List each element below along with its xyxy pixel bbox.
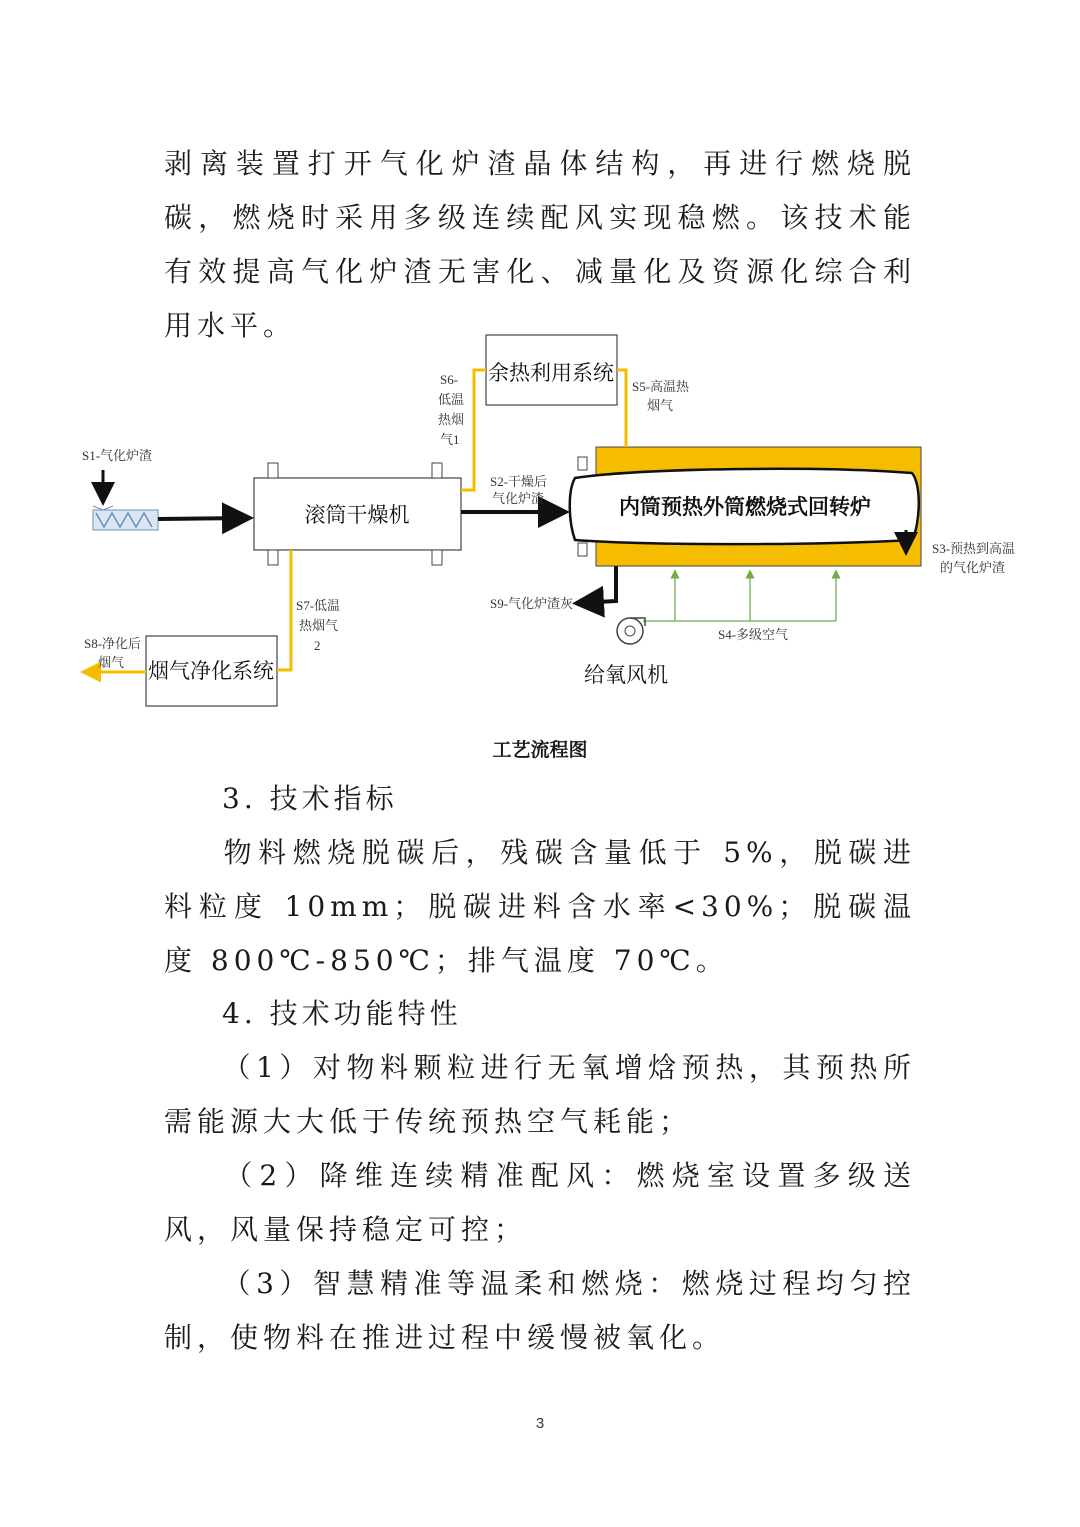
stream-s6-label-line4: 气1	[440, 432, 460, 447]
intro-paragraph: 剥离装置打开气化炉渣晶体结构，再进行燃烧脱碳，燃烧时采用多级连续配风实现稳燃。该技术能有效提高气化炉渣无害化、减量化及资源化综合利用水平。	[164, 147, 916, 342]
oxygen-blower-label: 给氧风机	[584, 663, 668, 687]
drum-dryer-box	[254, 463, 461, 565]
section-4-heading: 4. 技术功能特性	[222, 997, 462, 1030]
stream-s7-label-line2: 热烟气	[299, 618, 339, 633]
figure-caption: 工艺流程图	[492, 739, 588, 761]
waste-heat-system-box	[486, 335, 617, 405]
stream-s9-label: S9-气化炉渣灰	[490, 596, 574, 611]
feature-item-1: （1）对物料颗粒进行无氧增焓预热，其预热所需能源大大低于传统预热空气耗能；	[164, 1051, 916, 1138]
stream-s3-label-line1: S3-预热到高温	[932, 541, 1016, 556]
feature-item-3: （3）智慧精准等温柔和燃烧：燃烧过程均匀控制，使物料在推进过程中缓慢被氧化。	[164, 1267, 916, 1354]
stream-s5-label-line1: S5-高温热	[632, 379, 690, 394]
flue-gas-cleaning-label: 烟气净化系统	[148, 659, 274, 683]
stream-s6-label-line3: 热烟	[438, 412, 465, 427]
stream-s2-label-line2: 气化炉渣	[492, 491, 545, 506]
stream-s6-label-line2: 低温	[438, 392, 465, 407]
screw-feeder-icon	[93, 470, 158, 530]
page-number: 3	[535, 1415, 545, 1432]
stream-s7-label-line1: S7-低温	[296, 598, 341, 613]
feature-item-2: （2）降维连续精准配风：燃烧室设置多级送风，风量保持稳定可控；	[164, 1159, 916, 1246]
stream-s2-label-line1: S2-干燥后	[490, 474, 548, 489]
stream-s3-label-line2: 的气化炉渣	[940, 560, 1006, 575]
stream-s4-label: S4-多级空气	[718, 627, 789, 642]
process-flow-diagram	[0, 320, 1080, 720]
rotary-kiln-label: 内筒预热外筒燃烧式回转炉	[619, 495, 871, 519]
stream-s8-label-line1: S8-净化后	[84, 636, 142, 651]
multistage-air-lines	[643, 572, 836, 621]
stream-s6-label-line1: S6-	[440, 372, 459, 387]
section-3-paragraph: 物料燃烧脱碳后，残碳含量低于 5%，脱碳进料粒度 10mm；脱碳进料含水率<30%；脱碳温度 800℃-850℃；排气温度 70℃。	[164, 836, 916, 977]
stream-s7-label-line3: 2	[314, 638, 321, 653]
stream-s5-label-line2: 烟气	[647, 398, 674, 413]
blower-fan-icon	[617, 618, 645, 644]
rotary-kiln	[570, 447, 921, 566]
stream-s1-label: S1-气化炉渣	[82, 448, 153, 463]
drum-dryer-label: 滚筒干燥机	[304, 503, 410, 527]
stream-s8-label-line2: 烟气	[98, 655, 125, 670]
section-3-heading: 3. 技术指标	[222, 782, 398, 815]
waste-heat-system-label: 余热利用系统	[488, 361, 614, 385]
flue-gas-cleaning-box	[146, 636, 277, 706]
